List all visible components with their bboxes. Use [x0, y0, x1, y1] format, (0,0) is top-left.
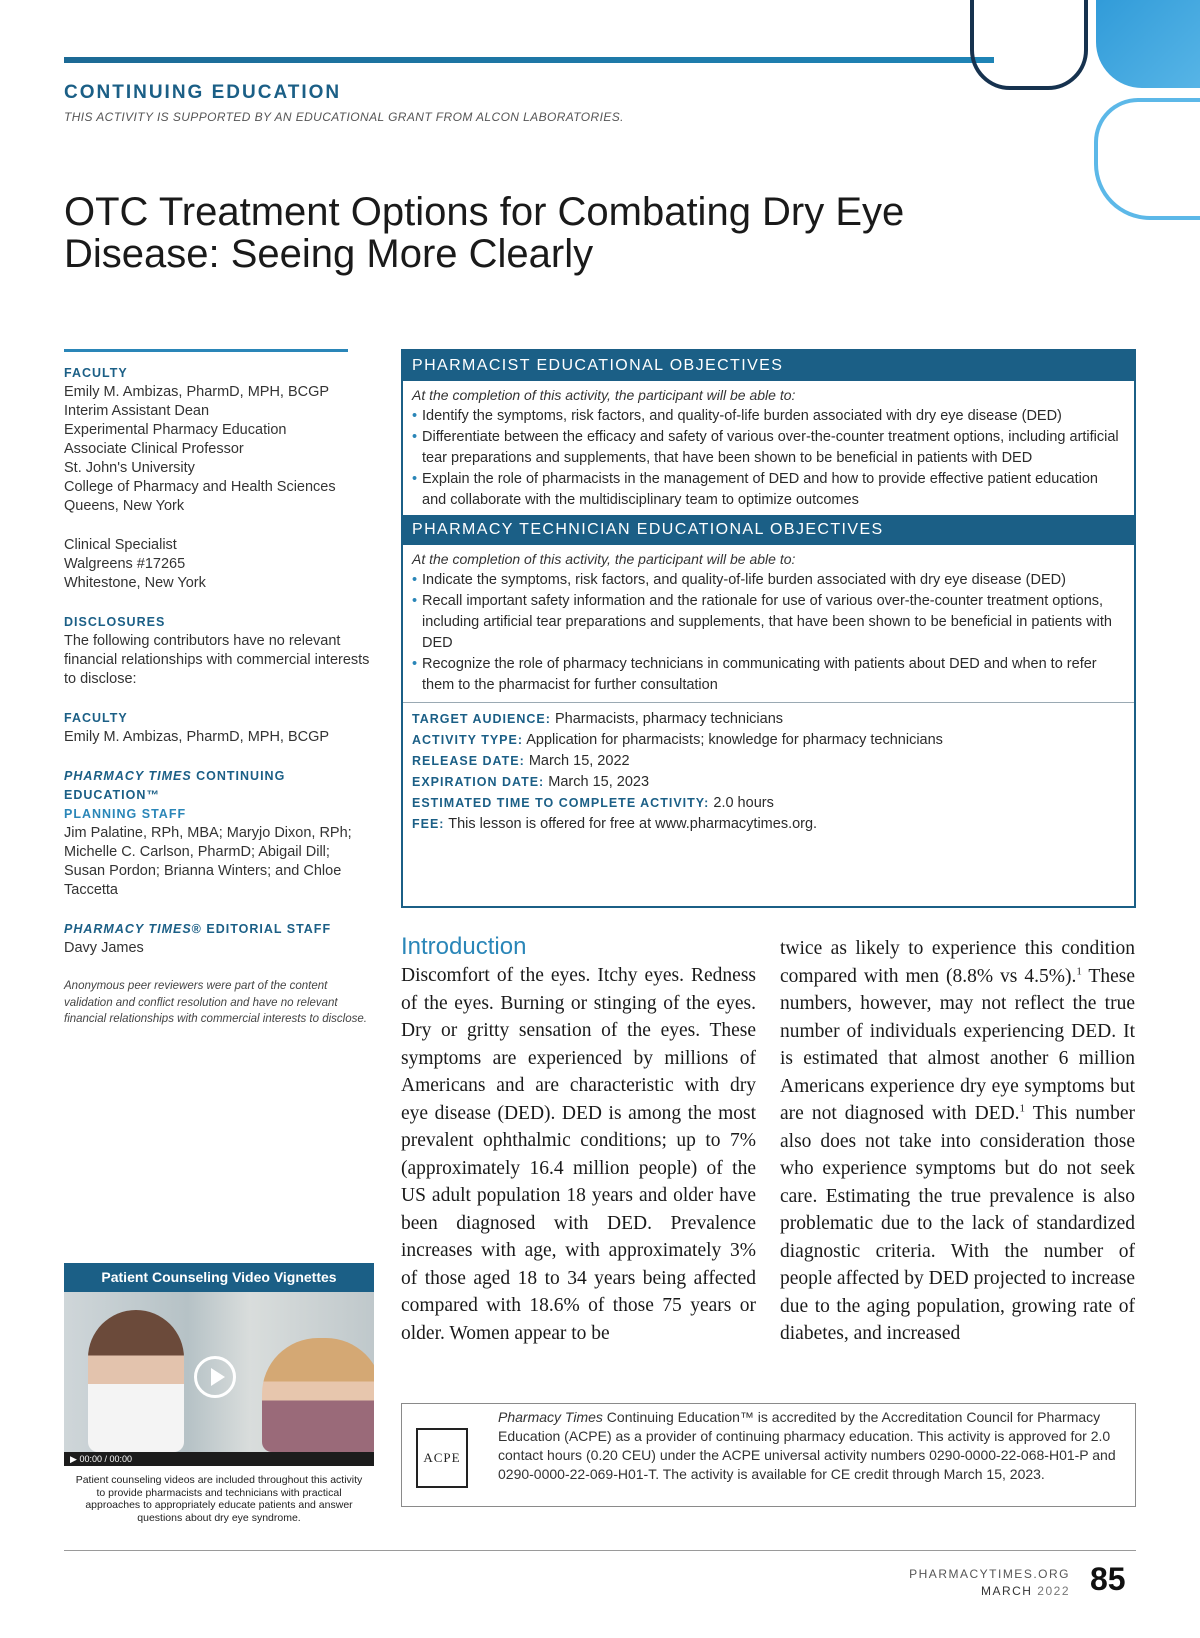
grant-note: THIS ACTIVITY IS SUPPORTED BY AN EDUCATIONAL GRANT FROM ALCON LABORATORIES. [64, 110, 624, 124]
faculty-disclosure-block [64, 709, 374, 747]
ptce-heading-rest: CONTINUING EDUCATION™ [64, 769, 286, 802]
meta-label: RELEASE DATE: [412, 754, 525, 768]
bullet-icon: • [412, 408, 418, 424]
accreditation-italic: Pharmacy Times [498, 1409, 603, 1425]
technician-objectives-heading: PHARMACY TECHNICIAN EDUCATIONAL OBJECTIVES [403, 515, 1134, 545]
bullet-icon: • [412, 471, 418, 487]
article-title-line-1: OTC Treatment Options for Combating Dry Eye [64, 190, 905, 234]
meta-value: 2.0 hours [713, 795, 774, 811]
video-caption: Patient counseling videos are included throughout this activity to provide pharmacists and technicians with practical approaches to appropriately educate patients and answer questions about dry eye syndrome. [75, 1474, 363, 1524]
article-column-2 [780, 935, 1135, 1348]
objectives-intro: At the completion of this activity, the participant will be able to: [412, 387, 796, 403]
objective-text: Differentiate between the efficacy and safety of various over-the-counter treatment options, including artificial tear preparations and supplements, that have been shown to be beneficial in patients with DED [422, 429, 1119, 466]
faculty-block [64, 364, 374, 516]
expiration-date-row [412, 772, 1125, 793]
footer-date [900, 1584, 1070, 1598]
video-header: Patient Counseling Video Vignettes [64, 1263, 374, 1292]
article-column-1: Discomfort of the eyes. Itchy eyes. Redness of the eyes. Burning or stinging of the eyes. Dry or gritty sensation of the eyes. These symptoms are experienced by millions of Americans and are characteristic with dry eye disease (DED). DED is among the most prevalent ophthalmic conditions; up to 7% (approximately 16.4 million people) of the US adult population 18 years and older have been diagnosed with DED. Prevalence increases with age, with approximately 3% of those aged 18 to 34 years being affected compared with 18.6% of those 75 years or older. Women appear to be [401, 965, 756, 1344]
video-vignette [64, 1263, 374, 1524]
acpe-logo-text: ACPE [423, 1450, 461, 1465]
pharmacist-objectives [403, 381, 1134, 511]
article-title-line-2: Disease: Seeing More Clearly [64, 232, 594, 276]
fee-row [412, 814, 1125, 835]
faculty-name: Emily M. Ambizas, PharmD, MPH, BCGP [64, 729, 330, 745]
reference-marker: 1 [1076, 965, 1082, 977]
activity-details [403, 702, 1134, 835]
meta-value: March 15, 2022 [528, 753, 630, 769]
meta-value: Application for pharmacists; knowledge for pharmacy technicians [526, 732, 943, 748]
header-rule [64, 57, 994, 63]
faculty-line: St. John's University [64, 460, 195, 476]
objectives-box [401, 349, 1136, 908]
faculty-heading: FACULTY [64, 366, 128, 380]
column-text: This number also does not take into consideration those who experience symptoms but do not seek care. Estimating the true prevalence is also problematic due to the lack of standardized diagnostic criteria. With the number of people affected by DED projected to increase due to the aging population, growing rate of diabetes, and increased [780, 1103, 1135, 1344]
meta-label: ESTIMATED TIME TO COMPLETE ACTIVITY: [412, 796, 710, 810]
footer-year: 2022 [1037, 1584, 1070, 1598]
objective-item [412, 570, 1125, 591]
accreditation-box [401, 1403, 1136, 1507]
objective-text: Identify the symptoms, risk factors, and quality-of-life burden associated with dry eye disease (DED) [422, 408, 1062, 424]
decorative-shape-ring [1094, 98, 1200, 220]
objective-item [412, 469, 1125, 511]
objective-text: Explain the role of pharmacists in the management of DED and how to provide effective patient education and collaborate with the multidisciplinary team to optimize outcomes [422, 471, 1098, 508]
decorative-shape-navy [970, 0, 1088, 90]
meta-label: TARGET AUDIENCE: [412, 712, 551, 726]
reference-marker: 1 [1019, 1102, 1026, 1115]
meta-value: March 15, 2023 [548, 774, 650, 790]
objective-text: Recognize the role of pharmacy technicians in communicating with patients about DED and when to refer them to the pharmacist for further consultation [422, 656, 1097, 693]
disclosures-heading: DISCLOSURES [64, 615, 166, 629]
faculty-affiliation-block [64, 536, 374, 593]
faculty-line: Emily M. Ambizas, PharmD, MPH, BCGP [64, 384, 330, 400]
faculty-line: Associate Clinical Professor [64, 441, 244, 457]
accreditation-text [498, 1408, 1118, 1484]
objective-item [412, 591, 1125, 654]
pharmacist-figure [88, 1310, 184, 1452]
ptce-heading [64, 767, 374, 805]
faculty-line: Whitestone, New York [64, 575, 206, 591]
objective-item [412, 406, 1125, 427]
meta-value: Pharmacists, pharmacy technicians [554, 711, 784, 727]
editorial-heading-rest: ® EDITORIAL STAFF [191, 922, 332, 936]
meta-label: ACTIVITY TYPE: [412, 733, 524, 747]
faculty-line: Experimental Pharmacy Education [64, 422, 287, 438]
video-play-control-icon[interactable]: ▶ [70, 1454, 77, 1464]
planning-staff-block [64, 767, 374, 900]
activity-type-row [412, 730, 1125, 751]
estimated-time-row [412, 793, 1125, 814]
editorial-heading-italic: PHARMACY TIMES [64, 922, 192, 936]
bullet-icon: • [412, 429, 418, 445]
video-thumbnail[interactable] [64, 1292, 374, 1452]
editorial-staff-block [64, 920, 374, 958]
target-audience-row [412, 709, 1125, 730]
bullet-icon: • [412, 572, 418, 588]
faculty-line: College of Pharmacy and Health Sciences [64, 479, 336, 495]
disclosures-text: The following contributors have no relevant financial relationships with commercial interests to disclose: [64, 633, 370, 687]
article-title [64, 191, 1014, 275]
release-date-row [412, 751, 1125, 772]
faculty-line: Interim Assistant Dean [64, 403, 210, 419]
column-text: These numbers, however, may not reflect the true number of individuals experiencing DED. It is estimated that almost another 6 million Americans experience dry eye symptoms but are not diagnosed with DED. [780, 965, 1135, 1124]
pharmacist-objectives-heading: PHARMACIST EDUCATIONAL OBJECTIVES [403, 351, 1134, 381]
sidebar-rule [64, 349, 348, 352]
column-text: twice as likely to experience this condition compared with men (8.8% vs 4.5%). [780, 938, 1135, 987]
bullet-icon: • [412, 656, 418, 672]
acpe-logo [416, 1428, 468, 1488]
objective-item [412, 427, 1125, 469]
section-label: CONTINUING EDUCATION [64, 82, 342, 103]
technician-objectives [403, 545, 1134, 696]
objective-text: Indicate the symptoms, risk factors, and quality-of-life burden associated with dry eye disease (DED) [422, 572, 1066, 588]
sidebar [64, 364, 374, 1028]
meta-label: FEE: [412, 817, 445, 831]
introduction-heading: Introduction [401, 933, 527, 960]
faculty-line: Queens, New York [64, 498, 185, 514]
peer-review-note: Anonymous peer reviewers were part of the content validation and conflict resolution and have no relevant financial relationships with commercial interests to disclose. [64, 980, 367, 1025]
meta-label: EXPIRATION DATE: [412, 775, 545, 789]
footer-month: MARCH [980, 1584, 1033, 1598]
meta-value: This lesson is offered for free at www.pharmacytimes.org. [448, 816, 818, 832]
editorial-heading [64, 920, 374, 939]
editorial-name: Davy James [64, 940, 144, 956]
disclosures-block [64, 613, 374, 689]
page-number: 85 [1090, 1561, 1126, 1597]
footer-rule [64, 1550, 1136, 1551]
planning-staff-text: Jim Palatine, RPh, MBA; Maryjo Dixon, RPh; Michelle C. Carlson, PharmD; Abigail Dill; Susan Pordon; Brianna Winters; and Chloe Taccetta [64, 825, 352, 898]
objectives-intro: At the completion of this activity, the participant will be able to: [412, 551, 796, 567]
faculty-line: Walgreens #17265 [64, 556, 186, 572]
accreditation-rest: Continuing Education™ is accredited by the Accreditation Council for Pharmacy Education (ACPE) as a provider of continuing pharmacy education. This activity is approved for 2.0 contact hours (0.20 CEU) under the ACPE universal activity numbers 0290-0000-22-068-H01-P and 0290-0000-22-069-H01-T. The activity is available for CE credit through March 15, 2023. [498, 1409, 1116, 1482]
planning-staff-heading: PLANNING STAFF [64, 807, 187, 821]
faculty-line: Clinical Specialist [64, 537, 177, 553]
faculty-heading: FACULTY [64, 711, 128, 725]
decorative-shape-blue [1096, 0, 1200, 88]
objective-item [412, 654, 1125, 696]
objective-text: Recall important safety information and the rationale for use of various over-the-counter treatment options, including artificial tear preparations and supplements, that have been shown to be beneficial in patients with DED [422, 593, 1112, 651]
bullet-icon: • [412, 593, 418, 609]
footer-site: PHARMACYTIMES.ORG [909, 1567, 1070, 1581]
ptce-heading-italic: PHARMACY TIMES [64, 769, 192, 783]
patient-figure [262, 1338, 374, 1452]
play-icon[interactable] [194, 1356, 236, 1398]
video-controls[interactable] [64, 1452, 374, 1466]
video-time: 00:00 / 00:00 [79, 1454, 132, 1464]
